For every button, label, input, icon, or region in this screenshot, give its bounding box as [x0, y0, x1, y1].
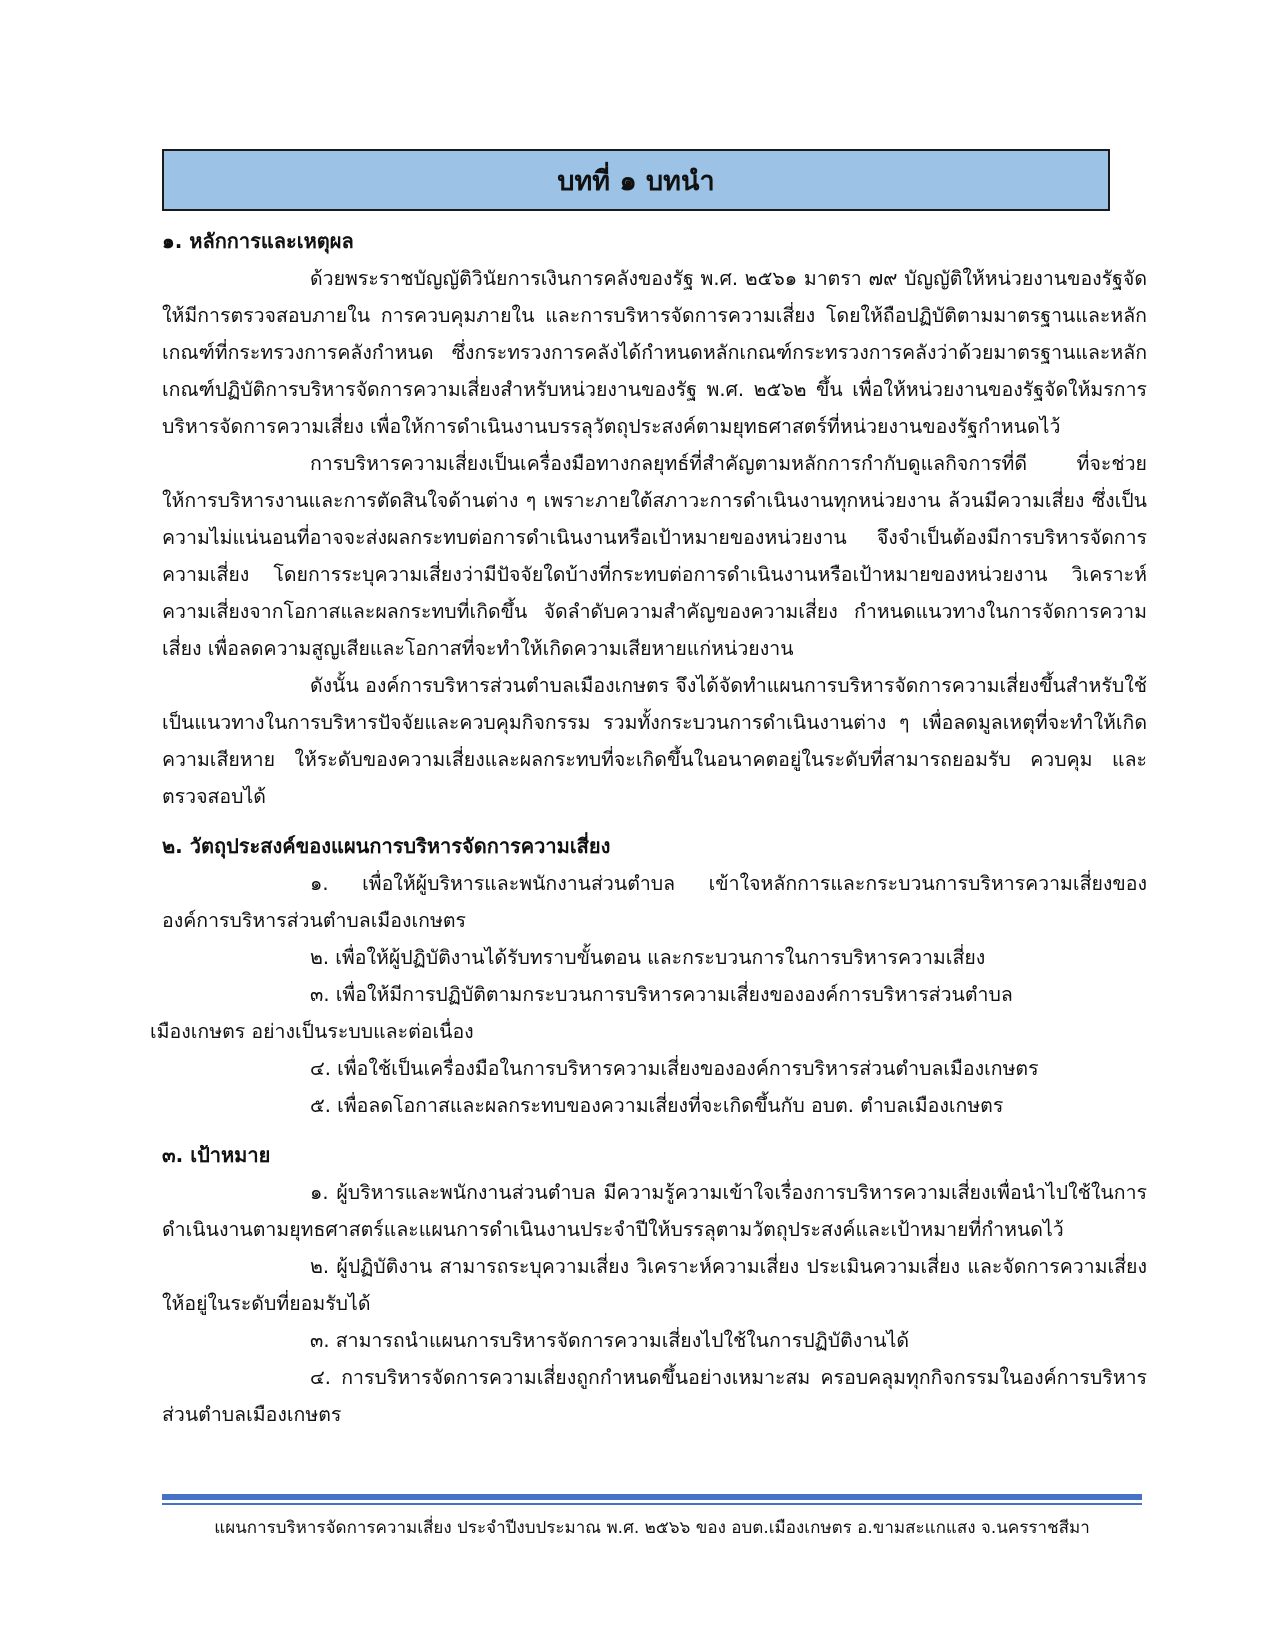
section-goals [162, 1136, 1147, 1433]
footer-rule-thin [162, 1503, 1142, 1505]
chapter-title-box [162, 149, 1110, 211]
section-heading: ๓. เป้าหมาย [162, 1143, 271, 1167]
footer-divider [162, 1494, 1142, 1505]
list-item: ๔. เพื่อใช้เป็นเครื่องมือในการบริหารความเสี่ยงขององค์การบริหารส่วนตำบลเมืองเกษตร [310, 1057, 1039, 1080]
list-item: ๑. ผู้บริหารและพนักงานส่วนตำบล มีความรู้ความเข้าใจเรื่องการบริหารความเสี่ยงเพื่อนำไปใช้ในการดำเนินงานตามยุทธศาสตร์และแผนการดำเนินงานประจำปีให้บรรลุตามวัตถุประสงค์และเป้าหมายที่กำหนดไว้ [162, 1181, 1147, 1241]
page-footer: แผนการบริหารจัดการความเสี่ยง ประจำปีงบประมาณ พ.ศ. ๒๕๖๖ ของ อบต.เมืองเกษตร อ.ขามสะแกแสง จ.นครราชสีมา [214, 1518, 1090, 1538]
list-item: ๓. เพื่อให้มีการปฏิบัติตามกระบวนการบริหารความเสี่ยงขององค์การบริหารส่วนตำบล [310, 983, 1013, 1006]
section-heading: ๒. วัตถุประสงค์ของแผนการบริหารจัดการความเสี่ยง [162, 834, 611, 858]
chapter-title: บทที่ ๑ บทนำ [557, 165, 715, 197]
list-item: ๑. เพื่อให้ผู้บริหารและพนักงานส่วนตำบล เข้าใจหลักการและกระบวนการบริหารความเสี่ยงขององค์การบริหารส่วนตำบลเมืองเกษตร [162, 872, 1147, 932]
list-item: ๒. เพื่อให้ผู้ปฏิบัติงานได้รับทราบขั้นตอน และกระบวนการในการบริหารความเสี่ยง [310, 946, 986, 969]
paragraph: การบริหารความเสี่ยงเป็นเครื่องมือทางกลยุทธ์ที่สำคัญตามหลักการกำกับดูแลกิจการที่ดี ที่จะช่วยให้การบริหารงานและการตัดสินใจด้านต่าง ๆ เพราะภายใต้สภาวะการดำเนินงานทุกหน่วยงาน ล้วนมีความเสี่ยง ซึ่งเป็นความไม่แน่นอนที่อาจจะส่งผลกระทบต่อการดำเนินงานหรือเป้าหมายของหน่วยงาน จึงจำเป็นต้องมีการบริหารจัดการความเสี่ยง โดยการระบุความเสี่ยงว่ามีปัจจัยใดบ้างที่กระทบต่อการดำเนินงานหรือเป้าหมายของหน่วยงาน วิเคราะห์ความเสี่ยงจากโอกาสและผลกระทบที่เกิดขึ้น จัดลำดับความสำคัญของความเสี่ยง กำหนดแนวทางในการจัดการความเสี่ยง เพื่อลดความสูญเสียและโอกาสที่จะทำให้เกิดความเสียหายแก่หน่วยงาน [162, 452, 1147, 660]
list-item: ๒. ผู้ปฏิบัติงาน สามารถระบุความเสี่ยง วิเคราะห์ความเสี่ยง ประเมินความเสี่ยง และจัดการความเสี่ยงให้อยู่ในระดับที่ยอมรับได้ [162, 1255, 1147, 1315]
paragraph: ด้วยพระราชบัญญัติวินัยการเงินการคลังของรัฐ พ.ศ. ๒๕๖๑ มาตรา ๗๙ บัญญัติให้หน่วยงานของรัฐจัดให้มีการตรวจสอบภายใน การควบคุมภายใน และการบริหารจัดการความเสี่ยง โดยให้ถือปฏิบัติตามมาตรฐานและหลักเกณฑ์ที่กระทรวงการคลังกำหนด ซึ่งกระทรวงการคลังได้กำหนดหลักเกณฑ์กระทรวงการคลังว่าด้วยมาตรฐานและหลักเกณฑ์ปฏิบัติการบริหารจัดการความเสี่ยงสำหรับหน่วยงานของรัฐ พ.ศ. ๒๕๖๒ ขึ้น เพื่อให้หน่วยงานของรัฐจัดให้มรการบริหารจัดการความเสี่ยง เพื่อให้การดำเนินงานบรรลุวัตถุประสงค์ตามยุทธศาสตร์ที่หน่วยงานของรัฐกำหนดไว้ [162, 267, 1147, 438]
document-body [150, 222, 1147, 1433]
section-rationale [162, 222, 1147, 815]
section-heading: ๑. หลักการและเหตุผล [162, 229, 354, 253]
list-item-continuation: เมืองเกษตร อย่างเป็นระบบและต่อเนื่อง [150, 1020, 474, 1043]
list-item: ๔. การบริหารจัดการความเสี่ยงถูกกำหนดขึ้นอย่างเหมาะสม ครอบคลุมทุกกิจกรรมในองค์การบริหารส่วนตำบลเมืองเกษตร [162, 1366, 1147, 1426]
list-item: ๓. สามารถนำแผนการบริหารจัดการความเสี่ยงไปใช้ในการปฏิบัติงานได้ [310, 1329, 910, 1352]
paragraph: ดังนั้น องค์การบริหารส่วนตำบลเมืองเกษตร จึงได้จัดทำแผนการบริหารจัดการความเสี่ยงขึ้นสำหรับใช้เป็นแนวทางในการบริหารปัจจัยและควบคุมกิจกรรม รวมทั้งกระบวนการดำเนินงานต่าง ๆ เพื่อลดมูลเหตุที่จะทำให้เกิดความเสียหาย ให้ระดับของความเสี่ยงและผลกระทบที่จะเกิดขึ้นในอนาคตอยู่ในระดับที่สามารถยอมรับ ควบคุม และตรวจสอบได้ [162, 674, 1147, 808]
list-item: ๕. เพื่อลดโอกาสและผลกระทบของความเสี่ยงที่จะเกิดขึ้นกับ อบต. ตำบลเมืองเกษตร [310, 1094, 1004, 1117]
section-objectives [150, 827, 1147, 1124]
